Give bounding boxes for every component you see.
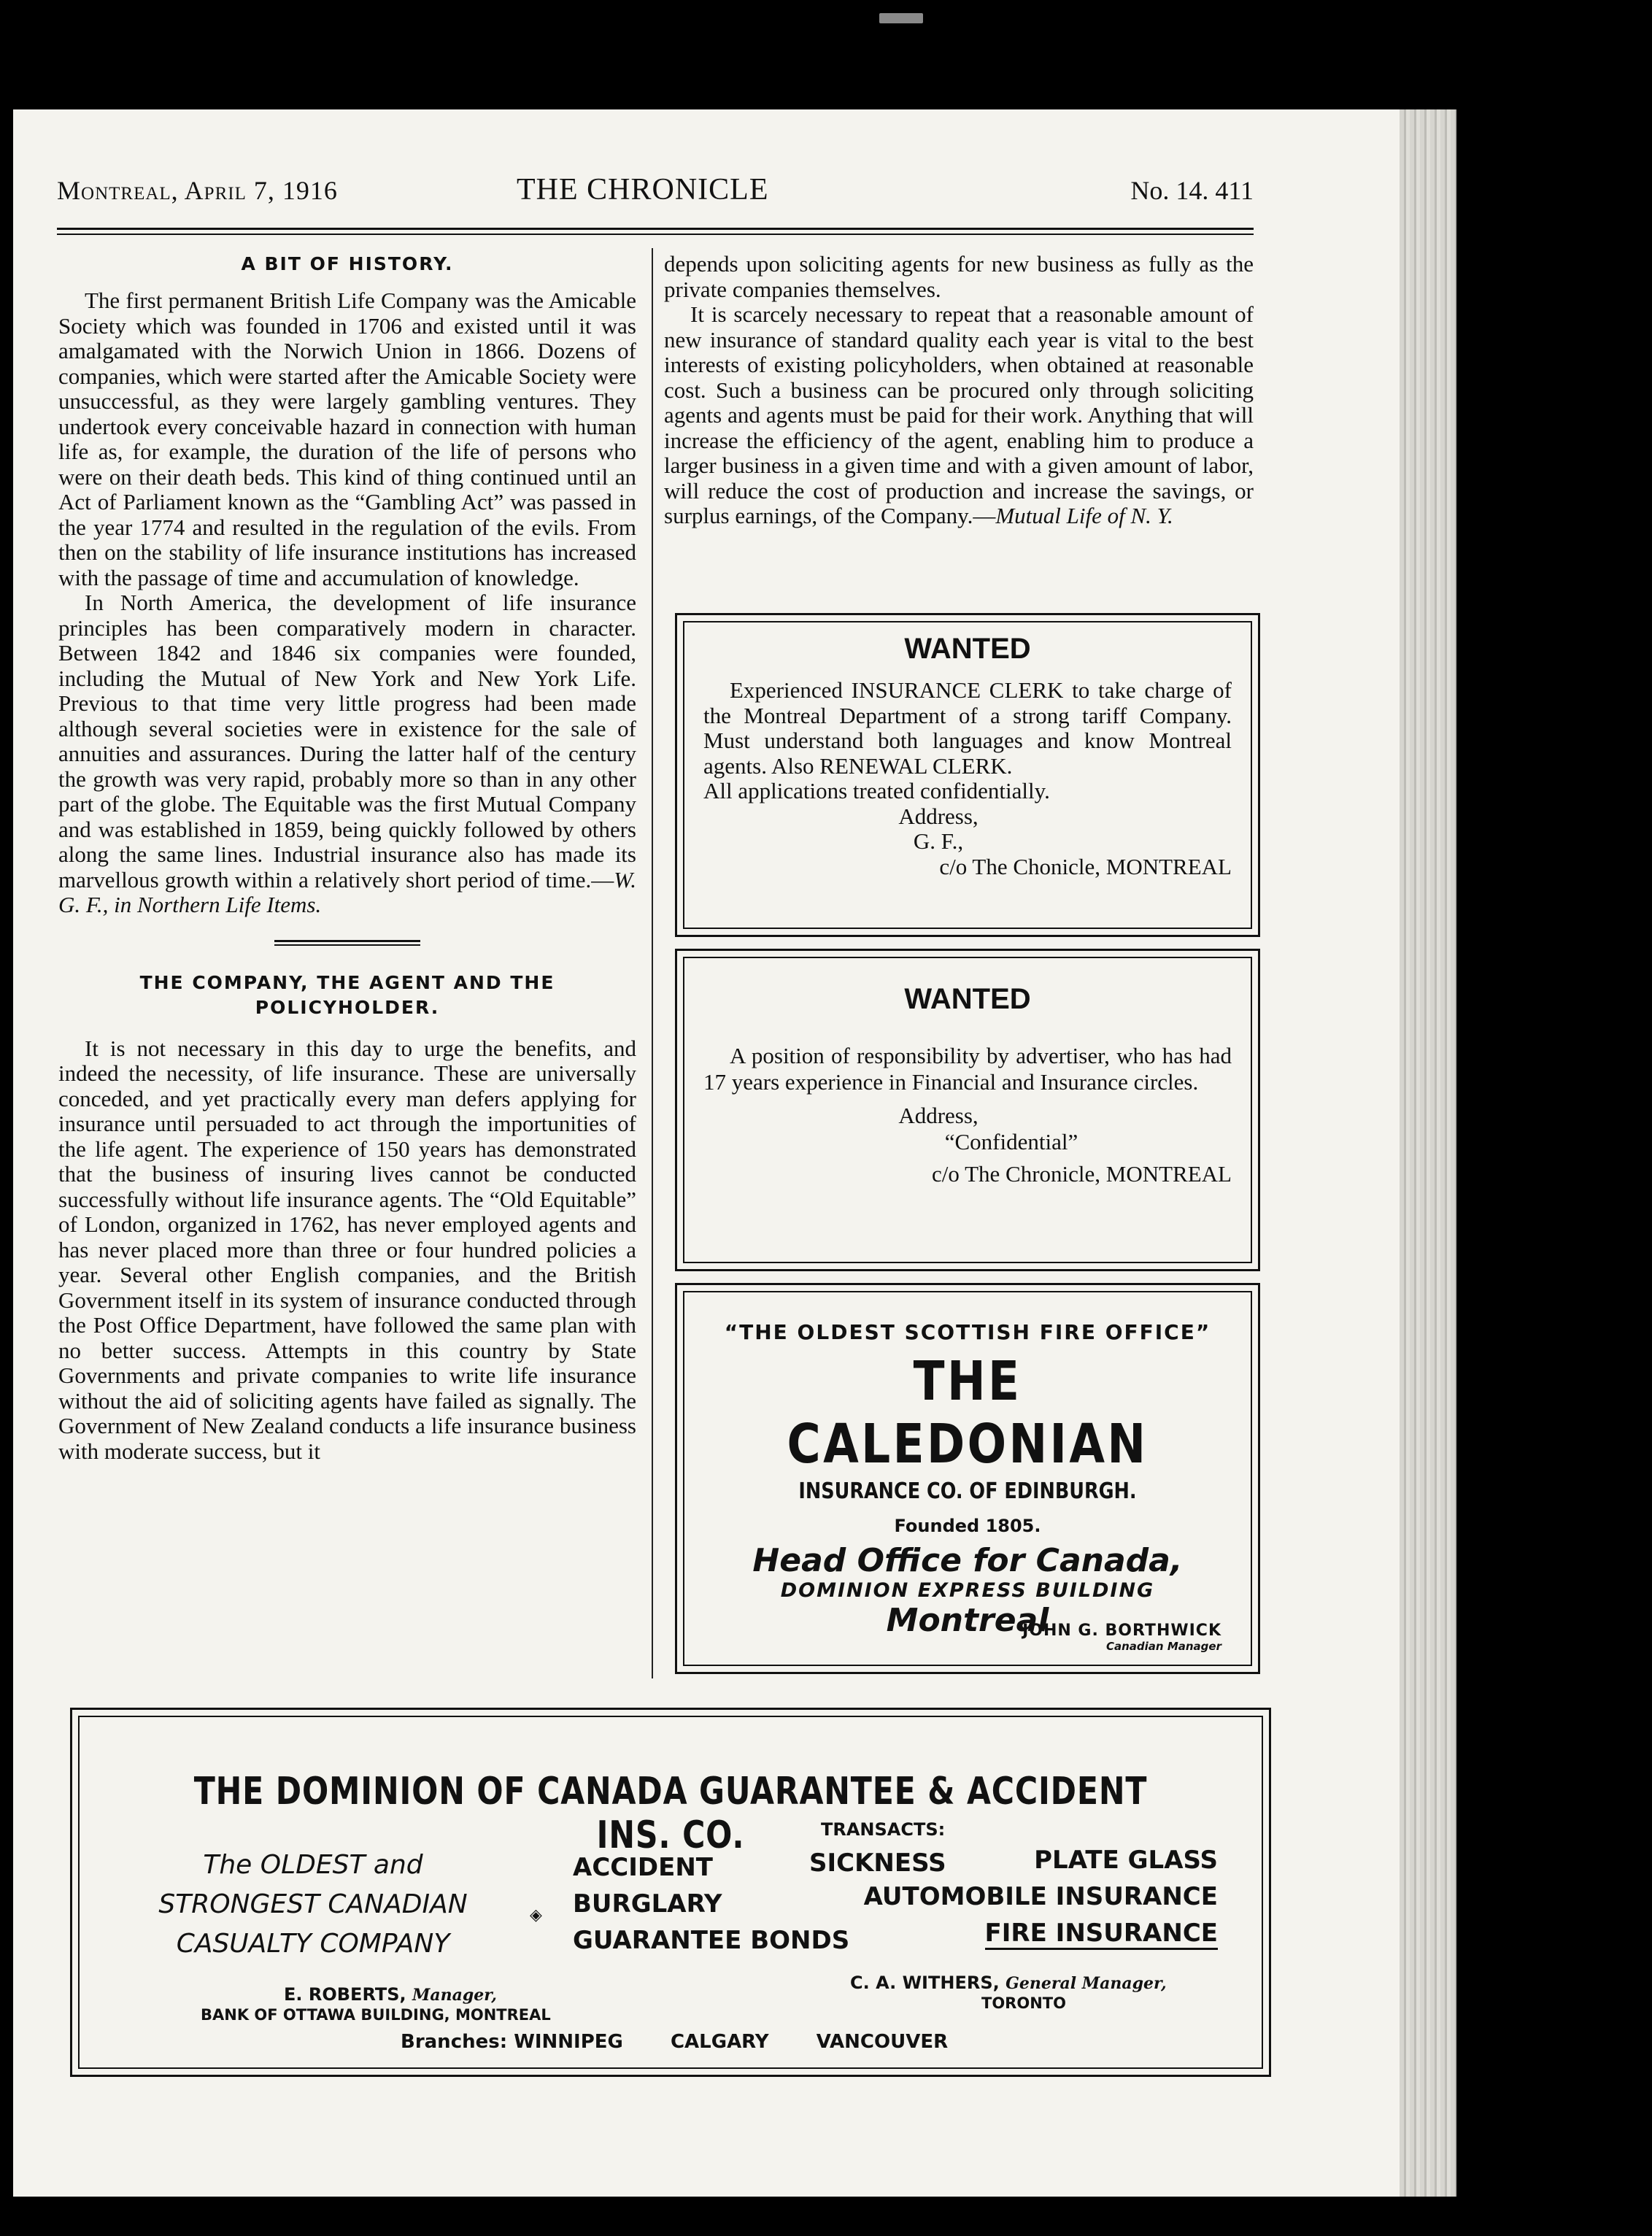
- slogan-line: STRONGEST CANADIAN: [158, 1889, 468, 1919]
- branch-winnipeg: WINNIPEG: [514, 2031, 623, 2053]
- article-paragraph: It is not necessary in this day to urge the benefits, and indeed the necessity, of life insurance. These are universally conceded, and yet practically every man defers applying for insurance until persuaded to act through the importunities of the life agent. The experience of 150 years has demonstrated that the business of insuring lives cannot be conducted successfully without life insurance agents. The “Old Equitable” of London, organized in 1762, has never employed agents and has never placed more than three or four hundred policies a year. Several other English companies, and the British Government itself in its system of insurance conducted through the Post Office Department, have followed the same plan with no better success. Attempts in this country by State Governments and private companies to write life insurance without the aid of soliciting agents have failed as signally. The Government of New Zealand conducts a life insurance business with moderate success, but it: [58, 1035, 636, 1464]
- dominion-transacts: TRANSACTS:: [821, 1819, 946, 1840]
- caledonian-building: DOMINION EXPRESS BUILDING: [780, 1579, 1155, 1602]
- wanted-ad-position: [675, 949, 1260, 1271]
- ad-address-label: Address,: [898, 1103, 979, 1128]
- left-column: [58, 252, 636, 1464]
- caledonian-head-office: Head Office for Canada,: [752, 1542, 1183, 1579]
- line-fire-insurance: FIRE INSURANCE: [985, 1919, 1218, 1950]
- article-paragraph: [58, 590, 636, 918]
- speck: [879, 13, 923, 23]
- manager-title: General Manager,: [1006, 1974, 1167, 1993]
- caledonian-name: THE CALEDONIAN: [787, 1350, 1149, 1476]
- dominion-right-manager: [850, 1973, 1167, 1993]
- article-source: W. G. F., in Northern Life Items.: [58, 866, 636, 917]
- dominion-right-city: TORONTO: [981, 1994, 1066, 2012]
- slogan-line: CASUALTY COMPANY: [176, 1929, 450, 1959]
- article-title-line: POLICYHOLDER.: [255, 996, 440, 1018]
- branch-vancouver: VANCOUVER: [816, 2031, 949, 2053]
- page-edge: [1400, 109, 1456, 2197]
- manager-name: E. ROBERTS,: [284, 1984, 406, 2005]
- ad-address-label: Address,: [898, 803, 979, 829]
- line-guarantee-bonds: GUARANTEE BONDS: [573, 1926, 850, 1955]
- ad-frame: [683, 957, 1252, 1263]
- branches-label: Branches:: [401, 2031, 508, 2053]
- header-date: Montreal, April 7, 1916: [57, 176, 338, 205]
- line-plate-glass: PLATE GLASS: [1034, 1846, 1218, 1875]
- ad-text: A position of responsibility by advertiser, who has had 17 years experience in Financial and Insurance circles.: [703, 1043, 1232, 1095]
- paragraph-text: It is scarcely necessary to repeat that a reasonable amount of new insurance of standard quality each year is vital to the best interests of existing policyholders, when obtained at reasonable cost. Such a business can be procured only through soliciting agents and agents must be paid for their work. Anything that will increase the efficiency of the agent, enabling him to produce a larger business in a given time and with a given amount of labor, will reduce the cost of production and increase the savings, or surplus earnings, of the Company.—: [664, 301, 1254, 528]
- ad-body: [703, 1043, 1232, 1187]
- article-paragraph: The first permanent British Life Company was the Amicable Society which was founded in 1706 and existed until it was amalgamated with the Norwich Union in 1866. Dozens of companies, which were started after the Amicable Society were unsuccessful, as they were largely gambling ventures. They undertook every conceivable hazard in connection with human life as, for example, the duration of the life of persons who were on their death beds. This kind of thing continued until an Act of Parliament known as the “Gambling Act” was passed in the year 1774 and resulted in the regulation of the evils. From then on the stability of life insurance institutions has increased with the passage of time and accumulation of knowledge.: [58, 288, 636, 590]
- line-accident: ACCIDENT: [573, 1853, 713, 1882]
- ad-frame: [78, 1716, 1263, 2069]
- header-rule: [57, 234, 1254, 235]
- dominion-left-address: BANK OF OTTAWA BUILDING, MONTREAL: [201, 2006, 551, 2024]
- manager-name: C. A. WITHERS,: [850, 1973, 1000, 1993]
- dominion-left-manager: [284, 1984, 497, 2005]
- caledonian-subtitle: INSURANCE CO. OF EDINBURGH.: [798, 1479, 1137, 1504]
- wanted-ad-clerk: [675, 613, 1260, 937]
- column-rule: [652, 248, 653, 1678]
- caledonian-ad: [675, 1283, 1260, 1674]
- caledonian-city: Montreal: [886, 1602, 1049, 1639]
- article-source: Mutual Life of N. Y.: [995, 503, 1173, 528]
- header-page-number: No. 14. 411: [1130, 176, 1254, 205]
- ad-title: WANTED: [904, 983, 1031, 1015]
- caledonian-manager: JOHN G. BORTHWICK: [1022, 1622, 1221, 1640]
- caledonian-founded: Founded 1805.: [894, 1516, 1041, 1536]
- section-rule: [274, 940, 420, 946]
- manager-title: Manager,: [412, 1986, 497, 2005]
- ad-address-line: c/o The Chonicle, MONTREAL: [939, 853, 1232, 879]
- dominion-slogan: [94, 1846, 532, 1964]
- running-head: [57, 172, 1254, 216]
- ad-address-name: “Confidential”: [944, 1129, 1078, 1154]
- ad-address-name: G. F.,: [913, 828, 964, 854]
- caledonian-manager-title: Canadian Manager: [1106, 1640, 1221, 1653]
- article-paragraph: depends upon soliciting agents for new business as fully as the private companies themselves.: [664, 251, 1254, 302]
- caledonian-tagline: “THE OLDEST SCOTTISH FIRE OFFICE”: [724, 1320, 1211, 1344]
- ad-title: WANTED: [904, 633, 1031, 665]
- line-sickness: SICKNESS: [809, 1848, 946, 1878]
- ad-text: All applications treated confidentially.: [703, 778, 1050, 803]
- dominion-branches: [401, 2031, 948, 2053]
- line-automobile-insurance: AUTOMOBILE INSURANCE: [863, 1882, 1218, 1911]
- ad-body: [703, 678, 1232, 879]
- diamond-ornament: ◈: [530, 1905, 542, 1924]
- caledonian-manager-block: [1022, 1622, 1221, 1653]
- branch-calgary: CALGARY: [670, 2031, 769, 2053]
- ad-frame: [683, 1291, 1252, 1666]
- ad-text: Experienced INSURANCE CLERK to take charge of the Montreal Department of a strong tariff Company. Must understand both languages and know Montreal agents. Also RENEWAL CLERK.: [703, 677, 1232, 779]
- right-column: [664, 252, 1254, 529]
- header-title: THE CHRONICLE: [517, 173, 769, 207]
- article-title-line: THE COMPANY, THE AGENT AND THE: [139, 971, 555, 993]
- dominion-ad: [70, 1708, 1271, 2077]
- article-paragraph: [664, 302, 1254, 529]
- dominion-title: THE DOMINION OF CANADA GUARANTEE & ACCIDENT INS. CO.: [193, 1770, 1148, 1857]
- header-rule: [57, 228, 1254, 230]
- ad-address-line: c/o The Chronicle, MONTREAL: [932, 1161, 1232, 1187]
- article-title: [58, 971, 636, 1020]
- article-title: A BIT OF HISTORY.: [241, 253, 454, 274]
- ad-frame: [683, 621, 1252, 929]
- paragraph-text: In North America, the development of life insurance principles has been comparatively modern in character. Between 1842 and 1846 six companies were founded, including the Mutual of New York and New York Life. Previous to that time very little progress had been made although several societies were in existence for the sale of annuities and assurances. During the latter half of the century the growth was very rapid, probably more so than in any other part of the globe. The Equitable was the first Mutual Company and was established in 1859, being quickly followed by others along the same lines. Industrial insurance also has made its marvellous growth within a relatively short period of time.—: [58, 590, 636, 893]
- line-burglary: BURGLARY: [573, 1889, 722, 1919]
- slogan-line: The OLDEST and: [203, 1850, 423, 1880]
